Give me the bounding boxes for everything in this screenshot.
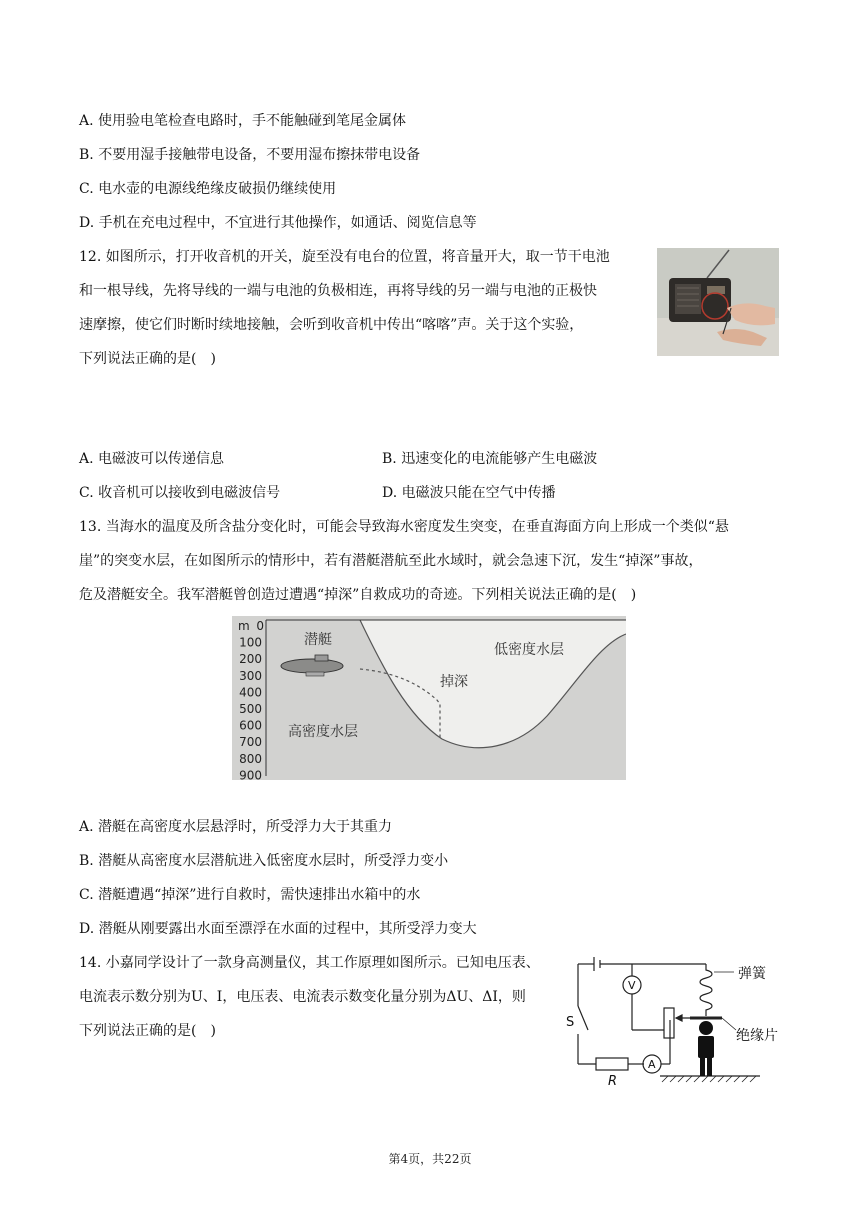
q13-stem-line-3: 危及潜艇安全。我军潜艇曾创造过遭遇“掉深”自救成功的奇迹。下列相关说法正确的是( ) [79, 587, 637, 603]
label-voltmeter: V [628, 979, 636, 992]
depth-tick-label: 900 [239, 768, 262, 780]
depth-tick-label: 800 [239, 751, 262, 766]
depth-tick-label: 700 [239, 735, 262, 750]
q14-stem-line-3: 下列说法正确的是( ) [79, 1023, 216, 1039]
q11-option-a: A. 使用验电笔检查电路时，手不能触碰到笔尾金属体 [79, 113, 407, 129]
q12-stem-line-3: 速摩擦，使它们时断时续地接触，会听到收音机中传出“喀喀”声。关于这个实验， [79, 317, 584, 333]
q12-option-a: A. 电磁波可以传递信息 [79, 451, 225, 467]
label-switch: S [566, 1015, 575, 1030]
label-submarine: 潜艇 [304, 632, 332, 648]
axis-unit: m [238, 619, 250, 633]
q13-option-d: D. 潜艇从刚要露出水面至漂浮在水面的过程中，其所受浮力变大 [79, 921, 477, 937]
height-meter-circuit [564, 948, 790, 1088]
label-resistor: R [608, 1074, 618, 1088]
label-insulator: 绝缘片 [736, 1028, 778, 1044]
depth-tick-label: 600 [239, 718, 262, 733]
q12-stem-line-1: 12. 如图所示，打开收音机的开关，旋至没有电台的位置，将音量开大，取一节干电池 [79, 249, 610, 265]
depth-tick-label: 400 [239, 685, 262, 700]
q14-stem-line-1: 14. 小嘉同学设计了一款身高测量仪，其工作原理如图所示。已知电压表、 [79, 955, 540, 971]
label-low-density: 低密度水层 [494, 642, 564, 658]
q11-option-c: C. 电水壶的电源线绝缘皮破损仍继续使用 [79, 181, 337, 197]
depth-tick-label: 100 [239, 635, 262, 650]
depth-tick-label: 0 [256, 619, 264, 633]
q13-option-a: A. 潜艇在高密度水层悬浮时，所受浮力大于其重力 [79, 819, 393, 835]
q13-option-c: C. 潜艇遭遇“掉深”进行自救时，需快速排出水箱中的水 [79, 887, 421, 903]
page-footer: 第4页，共22页 [388, 1152, 472, 1166]
q12-option-b: B. 迅速变化的电流能够产生电磁波 [382, 451, 598, 467]
person-silhouette [698, 1021, 714, 1076]
label-ammeter: A [648, 1058, 656, 1071]
q13-stem-line-1: 13. 当海水的温度及所含盐分变化时，可能会导致海水密度发生突变，在垂直海面方向上形成一个类似“悬 [79, 519, 729, 535]
q12-option-d: D. 电磁波只能在空气中传播 [382, 485, 556, 501]
q11-option-b: B. 不要用湿手接触带电设备，不要用湿布擦抹带电设备 [79, 147, 421, 163]
label-spring: 弹簧 [738, 966, 766, 982]
q12-stem-line-4: 下列说法正确的是( ) [79, 351, 216, 367]
seawater-density-diagram [232, 616, 626, 780]
q12-stem-line-2: 和一根导线，先将导线的一端与电池的负极相连，再将导线的另一端与电池的正极快 [79, 283, 597, 299]
label-high-density: 高密度水层 [288, 724, 358, 740]
q11-option-d: D. 手机在充电过程中，不宜进行其他操作，如通话、阅览信息等 [79, 215, 477, 231]
q13-stem-line-2: 崖”的突变水层，在如图所示的情形中，若有潜艇潜航至此水域时，就会急速下沉，发生“掉深”事故， [79, 553, 703, 569]
q14-stem-line-2: 电流表示数分别为U、I，电压表、电流表示数变化量分别为ΔU、ΔI，则 [79, 989, 526, 1005]
q12-option-c: C. 收音机可以接收到电磁波信号 [79, 485, 281, 501]
depth-tick-label: 300 [239, 668, 262, 683]
label-drop: 掉深 [440, 674, 468, 690]
q13-option-b: B. 潜艇从高密度水层潜航进入低密度水层时，所受浮力变小 [79, 853, 449, 869]
depth-tick-label: 500 [239, 702, 262, 716]
radio-photo [657, 248, 779, 356]
depth-tick-label: 200 [239, 652, 262, 667]
